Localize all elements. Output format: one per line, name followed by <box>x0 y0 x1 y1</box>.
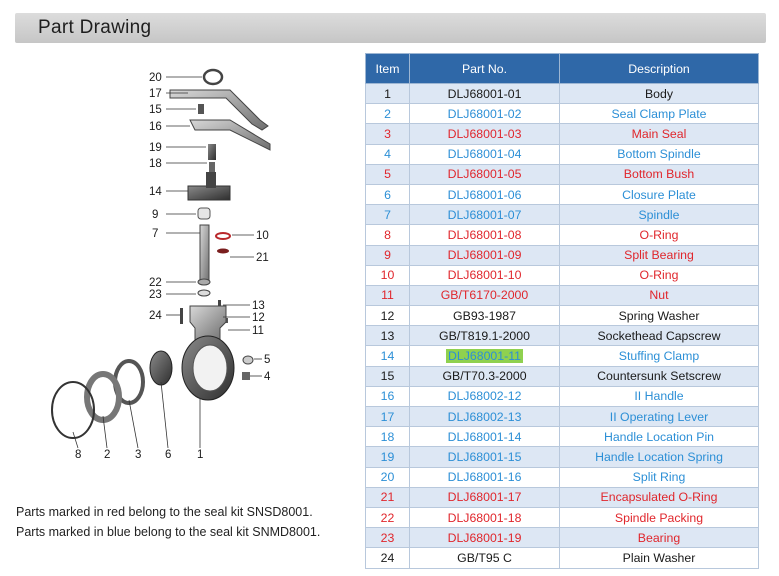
table-row <box>366 487 759 507</box>
part-no-cell: DLJ68001-16 <box>410 467 560 487</box>
part-no-cell: GB/T95 C <box>410 548 560 568</box>
part-no-cell: GB/T6170-2000 <box>410 285 560 305</box>
callout-5: 5 <box>264 354 271 366</box>
item-cell: 23 <box>366 528 410 548</box>
part-no-cell: DLJ68001-10 <box>410 265 560 285</box>
part-no-cell: DLJ68001-14 <box>410 427 560 447</box>
section-title: Part Drawing <box>38 17 152 38</box>
bearing-shape <box>198 208 210 219</box>
part-no-cell: DLJ68002-13 <box>410 407 560 427</box>
item-cell: 11 <box>366 285 410 305</box>
item-cell: 17 <box>366 407 410 427</box>
spindle-shape <box>200 225 209 283</box>
item-cell: 9 <box>366 245 410 265</box>
description-cell: Closure Plate <box>560 184 759 204</box>
table-row <box>366 507 759 527</box>
description-cell: Main Seal <box>560 124 759 144</box>
description-cell: Sockethead Capscrew <box>560 326 759 346</box>
table-row <box>366 144 759 164</box>
item-cell: 3 <box>366 124 410 144</box>
description-cell: Encapsulated O-Ring <box>560 487 759 507</box>
table-row <box>366 285 759 305</box>
callout-18: 18 <box>149 158 162 170</box>
bottom-label-6: 6 <box>165 449 172 461</box>
part-no-cell: DLJ68001-01 <box>410 84 560 104</box>
bottom-label-1: 1 <box>197 449 204 461</box>
clamp-boss-shape <box>206 172 216 188</box>
part-no-cell: DLJ68002-12 <box>410 386 560 406</box>
description-cell: Spring Washer <box>560 306 759 326</box>
part-no-cell: GB/T70.3-2000 <box>410 366 560 386</box>
table-row <box>366 184 759 204</box>
note-blue: Parts marked in blue belong to the seal kit SNMD8001. <box>16 525 321 539</box>
description-cell: Seal Clamp Plate <box>560 104 759 124</box>
description-cell: II Operating Lever <box>560 407 759 427</box>
oring-10-shape <box>216 233 230 239</box>
location-pin-shape <box>198 104 204 114</box>
table-row <box>366 225 759 245</box>
part-no-cell: DLJ68001-07 <box>410 205 560 225</box>
description-cell: Bottom Bush <box>560 164 759 184</box>
callout-13: 13 <box>252 300 265 312</box>
header-item: Item <box>366 54 410 84</box>
callout-14: 14 <box>149 186 162 198</box>
item-cell: 8 <box>366 225 410 245</box>
item-cell: 1 <box>366 84 410 104</box>
description-cell: Split Bearing <box>560 245 759 265</box>
spring-shape <box>208 144 216 160</box>
table-row <box>366 205 759 225</box>
part-no-cell: DLJ68001-15 <box>410 447 560 467</box>
part-no-cell: GB/T819.1-2000 <box>410 326 560 346</box>
washer-shape <box>180 308 183 324</box>
description-cell: Stuffing Clamp <box>560 346 759 366</box>
item-cell: 15 <box>366 366 410 386</box>
table-row <box>366 427 759 447</box>
part-no-cell <box>410 346 560 366</box>
item-cell: 6 <box>366 184 410 204</box>
item-cell: 20 <box>366 467 410 487</box>
body-bore-shape <box>193 345 227 391</box>
table-row <box>366 265 759 285</box>
parts-table-header <box>366 54 759 84</box>
bottom-label-3: 3 <box>135 449 142 461</box>
description-cell: Plain Washer <box>560 548 759 568</box>
item-cell: 4 <box>366 144 410 164</box>
callout-7: 7 <box>152 228 159 240</box>
table-row <box>366 528 759 548</box>
valve-body-shape <box>190 306 226 340</box>
closure-plate-shape <box>150 351 172 385</box>
description-cell: Body <box>560 84 759 104</box>
leader-lines <box>73 77 262 448</box>
description-cell: Countersunk Setscrew <box>560 366 759 386</box>
table-row <box>366 447 759 467</box>
callout-23: 23 <box>149 289 162 301</box>
item-cell: 14 <box>366 346 410 366</box>
packing-shape <box>198 279 210 285</box>
item-cell: 7 <box>366 205 410 225</box>
description-cell: Bottom Spindle <box>560 144 759 164</box>
callout-16: 16 <box>149 121 162 133</box>
table-row <box>366 346 759 366</box>
description-cell: Handle Location Pin <box>560 427 759 447</box>
callout-24: 24 <box>149 310 162 322</box>
table-row <box>366 548 759 568</box>
part-no-cell: DLJ68001-03 <box>410 124 560 144</box>
callout-15: 15 <box>149 104 162 116</box>
table-row <box>366 386 759 406</box>
pin-shape <box>209 162 215 172</box>
callout-21: 21 <box>256 252 269 264</box>
bottom-label-8: 8 <box>75 449 82 461</box>
item-cell: 10 <box>366 265 410 285</box>
header-description: Description <box>560 54 759 84</box>
callout-19: 19 <box>149 142 162 154</box>
table-row <box>366 124 759 144</box>
item-cell: 24 <box>366 548 410 568</box>
oring-21-shape <box>217 249 229 254</box>
part-no-cell: DLJ68001-19 <box>410 528 560 548</box>
description-cell: Spindle Packing <box>560 507 759 527</box>
table-row <box>366 407 759 427</box>
header-part-no: Part No. <box>410 54 560 84</box>
description-cell: Bearing <box>560 528 759 548</box>
description-cell: O-Ring <box>560 265 759 285</box>
part-no-cell: DLJ68001-06 <box>410 184 560 204</box>
seal-kit-notes <box>16 502 320 542</box>
note-red: Parts marked in red belong to the seal kit SNSD8001. <box>16 505 313 519</box>
description-cell: Nut <box>560 285 759 305</box>
parts-table-body <box>366 84 759 569</box>
bottom-label-2: 2 <box>104 449 111 461</box>
table-row <box>366 164 759 184</box>
item-cell: 18 <box>366 427 410 447</box>
part-no-cell: DLJ68001-17 <box>410 487 560 507</box>
part-no-cell: DLJ68001-18 <box>410 507 560 527</box>
callout-20: 20 <box>149 72 162 84</box>
callout-11: 11 <box>252 325 264 337</box>
bottom-spindle-shape <box>242 372 250 380</box>
callout-10: 10 <box>256 230 269 242</box>
callout-4: 4 <box>264 371 271 383</box>
item-cell: 13 <box>366 326 410 346</box>
parts-table <box>365 53 759 569</box>
item-cell: 19 <box>366 447 410 467</box>
part-no-cell: DLJ68001-04 <box>410 144 560 164</box>
section-header <box>15 13 766 43</box>
callout-17: 17 <box>149 88 162 100</box>
highlighted-part-no: DLJ68001-11 <box>448 349 521 364</box>
item-cell: 22 <box>366 507 410 527</box>
description-cell: Split Ring <box>560 467 759 487</box>
table-row <box>366 306 759 326</box>
part-no-cell: GB93-1987 <box>410 306 560 326</box>
callout-12: 12 <box>252 312 265 324</box>
table-row <box>366 326 759 346</box>
part-no-cell: DLJ68001-09 <box>410 245 560 265</box>
table-row <box>366 245 759 265</box>
table-row <box>366 84 759 104</box>
item-cell: 12 <box>366 306 410 326</box>
item-cell: 16 <box>366 386 410 406</box>
bottom-bush-shape <box>243 356 253 364</box>
callout-9: 9 <box>152 209 159 221</box>
item-cell: 21 <box>366 487 410 507</box>
table-row <box>366 366 759 386</box>
part-no-cell: DLJ68001-02 <box>410 104 560 124</box>
split-ring-shape <box>204 70 222 84</box>
item-cell: 2 <box>366 104 410 124</box>
item-cell: 5 <box>366 164 410 184</box>
part-no-cell: DLJ68001-08 <box>410 225 560 245</box>
stuffing-clamp-shape <box>188 186 230 200</box>
part-no-cell: DLJ68001-05 <box>410 164 560 184</box>
exploded-drawing <box>30 60 340 470</box>
description-cell: Handle Location Spring <box>560 447 759 467</box>
description-cell: Spindle <box>560 205 759 225</box>
table-row <box>366 467 759 487</box>
description-cell: O-Ring <box>560 225 759 245</box>
bearing-23-shape <box>198 290 210 296</box>
callout-22: 22 <box>149 277 162 289</box>
table-row <box>366 104 759 124</box>
description-cell: II Handle <box>560 386 759 406</box>
valve-exploded-view <box>30 60 340 470</box>
